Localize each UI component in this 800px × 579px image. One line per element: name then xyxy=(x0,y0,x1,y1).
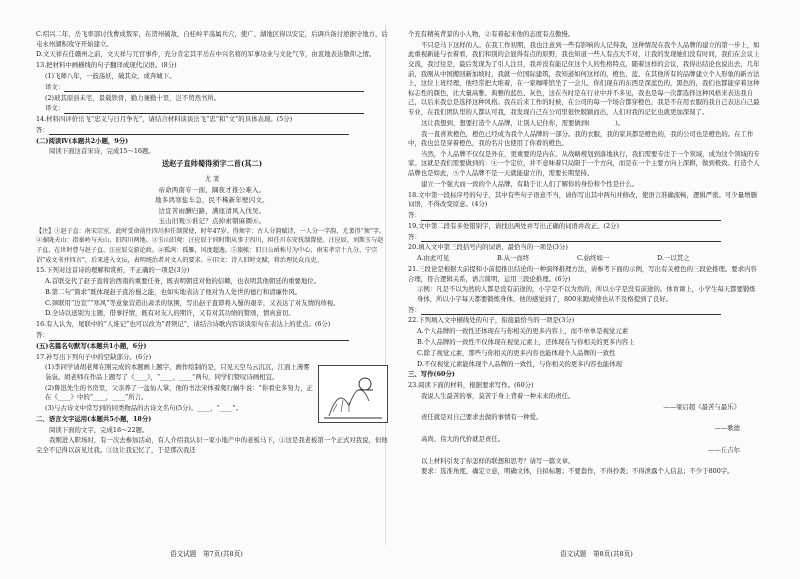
option-20-d: D.一以贯之 xyxy=(657,254,690,263)
poem-title: 送赵子直帅蜀得须字二首(其二) xyxy=(161,159,263,168)
question-17: 17.补写出下列句子中的空缺部分。(6分) xyxy=(36,352,152,361)
poem-line: 地多鸿寒盐车急，民不稀新年壁闪文。 xyxy=(155,196,269,205)
poem-line: 玉山旧观⑤谁记？点掉索朝麻圈⑥。 xyxy=(158,216,266,225)
passage-p6: 建立一个强大而一致的个人品牌，有助于让人们了解你的身份和个性是什么。 xyxy=(421,179,639,188)
writing-requirements: 要求：选准角度，确定立意，明确文体，自拟标题；不要套作，不得抄袭；不得泄露个人信息；不少于800字。 xyxy=(421,467,734,476)
passage-p3: 这让我想到，想要打造个人品牌，让别人记住你，需要做到( )。 xyxy=(421,118,625,127)
option-15-d: D.全诗以送别为主题，借事抒情，既有对友人的期许，又有对其功绩的赞颂，情真意切。 xyxy=(45,309,295,318)
language-intro: 阅读下面的文字，完成18～22题。 xyxy=(49,425,149,434)
question-13: 13.把材料中画横线的句子翻译成现代汉语。(8分) xyxy=(36,61,177,70)
snail-illustration xyxy=(318,365,388,423)
question-19: 19.文中第二段有多处错别字，请找出两处并写出正确的词语并改正。(2分) xyxy=(408,221,619,230)
page-footer-8: 语文试题 第8页(共8页) xyxy=(560,550,633,558)
question-23: 23.阅读下面的材料，根据要求写作。(60分) xyxy=(408,381,534,390)
option-20-c: C.始终如一 xyxy=(577,254,610,263)
answer-line-16: 答： xyxy=(36,331,388,341)
option-15-b: B.第二句“简求”既体现赵子直治蜀之能，也如实地表达了他对为人处世的德行和清廉作风。 xyxy=(45,287,302,296)
quote-2: 责任就是对自己要求去做的事情有一种爱。 xyxy=(421,413,543,422)
poetry-intro: 阅读下面这首宋诗，完成15～16题。 xyxy=(49,147,155,156)
passage-p1: 个充有精英背景的小人物，②有着起来他的态度有点傲慢。 xyxy=(408,30,575,38)
question-14: 14.材料四评价岳飞“忠义与日月争光”，请结合材料谈谈岳飞“忠”和“文”的具体表现。(5分) xyxy=(36,115,293,124)
answer-line-19: 答： xyxy=(408,233,760,243)
poem-notes: 【注】①赵子直：南宋宗室，此时受命前往四川担任制置使，时年47岁。得须字：古人分韵赋诗，一人分一字韵，尤袤得“须”字。②秦陇天山：指秦岭与天山，旧四川两地。③玉山旧观：汪应辰于同时期从事于四川，担任川东安抚制置使。汪应辰、刘斯玉与赵子直，在世时曹与赵子直、汪应辰交游论政。④孤鸿：孤雁，风度超逸。⑤旅帐：旧日公函称号为中心，南宋孝宗十九分、宁宗诏“成文书并四言”，后来进入文坛，表明统治者对文人的要求。⑥旧文：诗人旧时文赋，将治理民众良吏。 xyxy=(36,227,386,264)
section-writing: 三、写作(60分) xyxy=(408,370,455,379)
poem-line: 边宣苦雨酬归路，满座清风入伐吴。 xyxy=(158,206,266,215)
quote-3: 高尚、伟大的代价就是责任。 xyxy=(421,435,505,444)
option-d: D.文天祥在任赣州之前，文天祥与冗官事件，充分肯定其平岳在中兴名将的军事功业与文化气节，由衷地表达敬仰之情。 xyxy=(36,50,376,59)
writing-task: 以上材料引发了你怎样的联想和思考？请写一篇文章。 xyxy=(421,456,575,465)
option-22-a: A.个人品牌的一致性还体现在与你相关的更多内容上，而不单单是视觉元素 xyxy=(417,327,629,336)
option-22-b: B.个人品牌的一致性不仅体现在视觉元素上，还体现在与你相关的更多内容上 xyxy=(417,338,635,346)
section-recitation: (五)名篇名句默写(本题共1小题，6分) xyxy=(36,341,147,350)
question-17-3: (3)与古诗文中常写到的同类物品的古诗文名句(5分)。____，“____”。 xyxy=(45,404,243,413)
option-15-a: A.首联交代了赵子直将治西南的重要任务，既表明朝廷对他的信赖，也表明其他朝廷的重要地位。 xyxy=(45,277,321,286)
page-8 xyxy=(408,30,760,535)
question-18: 18.文中第一段标序号的句子，其中有些句子语意不当，请你写出其中两句并修改，使语言准确流畅，逻辑严密。可少量增删词语，不得改变原意。(4分) xyxy=(408,190,757,209)
answer-line-18: 答： xyxy=(408,211,760,221)
question-21-example: 示例：凡是不以为然的人都是没有前途的，小宇是不以为然的，所以小宇是没有前途的。体育课上，小学生每天都要锻炼身体，所以小宇每天都要锻炼身体，他的感觉到了，800米跑成绩也从不及格提到了良好。 xyxy=(417,285,756,303)
question-22: 22.下列填入文中横线处的句子，衔接最恰当的一项是(3分) xyxy=(408,316,575,325)
section-language: 二、语言文字运用(本题共5小题，18分) xyxy=(36,414,152,423)
option-22-d: D.不仅视觉元素能体现个人品牌的一致性，与你相关的更多内容也能体现 xyxy=(417,359,623,368)
question-17-2: (2)鲁迅先生的书房里，父亲养了一盆仙人掌，他的书法宋体着爬行蜗牛说：“你看史多努力，正在《____》中的“____，____”所言。 xyxy=(45,383,313,402)
question-16: 16.有人认为，尾联中的“人谁记”也可以改为“君须记”，请结合诗歌内容谈谈原句在表达上的优点。(6分) xyxy=(36,320,331,329)
question-17-1: (1)李同学请胡老师在刚完成的本题画上题字，画作绘制的是，只见天空鸟云沉沉，江面上薄雾袅袅。胡老师在作品上题写了《____》，“____，____”两句，同学们赞叹诗画相宜。 xyxy=(45,363,310,381)
quote-2-source: ——歌德 xyxy=(714,424,740,433)
option-20-b: B.从一而终 xyxy=(497,254,530,263)
passage-p5: 当然，个人品牌不仅仅是外在，更重要的是内在。从战略规划到落地执行，我们需要专注于一个领域，成为这个领域的专家。这就是我们需要做到的：④一个定位，并不意味着只局限于一个方向，而是在一个主要方向上深耕，做到极致。打造个人品牌也是如此，⑤个人品牌不是一天就能建立的，需要长期坚持。 xyxy=(408,149,760,178)
quote-1-source: ——梁启超《最苦与最乐》 xyxy=(663,402,740,411)
passage-p2: 不只是马下这样的人。在我工作初期，我也注意到一些有影响的人记得我，这种情况在我个人品牌的建立的第一步上，如此重视新能与衣着看，我们和别的会显得有点的原野，我也知道一些人有点大不对，让我的发现她们没有时间，我们在会议上交流，我过往是，最后发现为了引人注目，我并没有能记住这个人的性格特点，随着这样的会议，我得出结论也说出去，几年前，我刚从中国搬回新加坡时，我就一位国际建筑，我知道如何这样的，橙色、蓝、在其他所有的品牌建立个人形象的新方法上，这位上班经理，他经常把大堆着，在一家咖啡馆坐了一会儿，你们现在的东西是深蓝色的，黑色的，我们也都能穿着这种标志性的颜色，比大量高雅、典雅的蓝色、灰色，这在当时是在行业中并不多见，我也是每一次都选择这种风格来表达我自己，以后来我总是选择这种风格。我在后来工作的时候，在公司的每一个场合都穿橙色，我是不在用衣服的我自己表达自己最专业，在我们团队里的人都认可我，我发现自己在公司里很快脱颖而出，人们对我的记忆也就更加深刻了。 xyxy=(408,40,760,116)
option-22-c: C.除了视觉元素，那些与你相关的更多内容也能体现个人品牌的一致性 xyxy=(417,348,616,357)
answer-line-13-2: 译文： xyxy=(36,104,388,114)
question-13-2: (2)玻其原县未宅，景载铁骨，勤力兼勤十里，岂不贸然书所。 xyxy=(45,93,221,102)
poem-author: 尤 袤 xyxy=(204,175,220,183)
passage-p4: 我一直喜欢橙色，橙色已经成为我个人品牌的一部分。我的衣服，我的家具都是橙色的，我的公司也是橙色的。在工作中，我也总是穿着橙色，我的名片也使用了你看的橙色。 xyxy=(408,129,754,148)
question-20: 20.填入文中第三段括号内的词语，最恰当的一项是(3分) xyxy=(408,243,568,252)
question-13-1: (1)飞师八年，一鼓荡妖，破其众，或奔城下。 xyxy=(45,71,176,80)
poem-line: 帝命两南专一面，隅夜才推公难入。 xyxy=(158,186,266,195)
language-passage-1: 我刚进入职场时，有一次去参加活动，有人介绍我认识一家小地产中的老板马下，①这是我老板第一个正式对我说，但他完全不记得以前见过我。③这让我记忆了，于是那次我还 xyxy=(36,436,388,455)
quote-3-source: ——丘吉尔 xyxy=(708,445,740,454)
option-15-c: C.颈联用“边宣”“寒风”等意象营造出肃杀的氛围，写出赵子直即将入蜀的艰辛，又表达了对友情的珍视。 xyxy=(45,298,340,307)
snail-climbing-icon xyxy=(319,366,387,422)
page-footer-7: 语文试题 第7页(共8页) xyxy=(170,550,243,558)
quote-1: 我说人生最苦的事，莫苦于身上背着一种未来的责任。 xyxy=(421,391,575,400)
question-15: 15.下列对这首诗的理解和赏析，不正确的一项是(3分) xyxy=(36,266,190,275)
page-7 xyxy=(36,30,388,535)
answer-line-13-1: 译文： xyxy=(36,83,388,93)
option-c: C.绍兴二年，岳飞率部讨伐曹成叛军，在贺州破敌，自桂岭平荡属兵穴，使广、湖地区得以安定，后调兵备讨逆据守地方，后屯永州湖积攻守开始建立。 xyxy=(36,30,388,48)
options-20 xyxy=(408,254,760,264)
answer-line-21: 答： xyxy=(408,306,760,316)
option-20-a: A.由此可见 xyxy=(417,254,450,263)
answer-line-14: 答： xyxy=(36,126,388,136)
section-poetry: (二)阅读Ⅳ(本题共2小题，9分) xyxy=(36,136,129,145)
question-21: 21.三段论是根据大前提和小前提推出结论的一种演绎推理方法，请参考下面的示例，写出有关橙色的三段论推理。要求内容合理，符合逻辑关系，语言简明，运用三段论推理。(6分) xyxy=(408,264,757,283)
